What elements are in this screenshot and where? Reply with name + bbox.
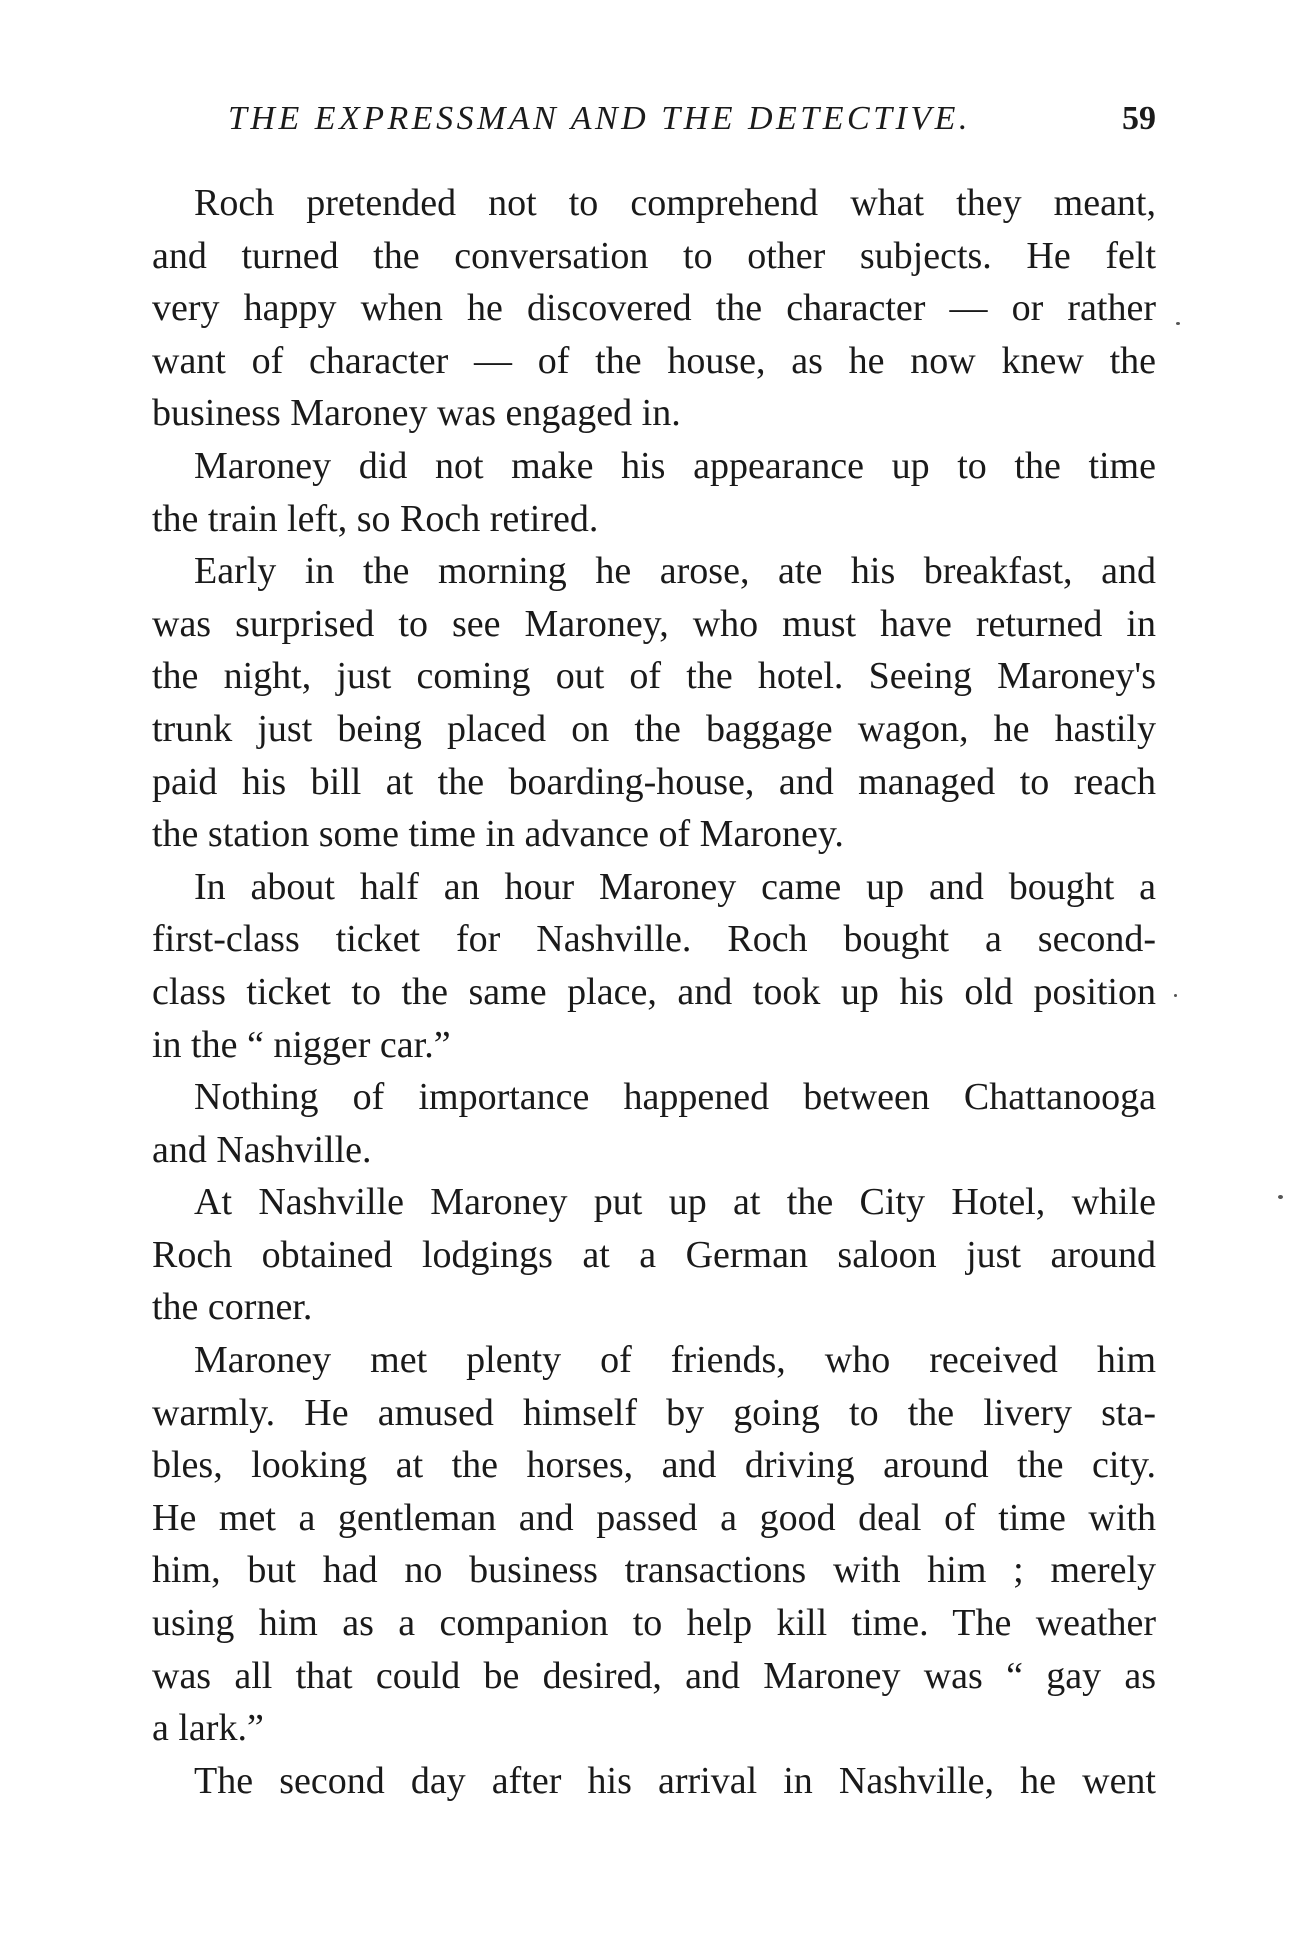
text-line: Maroney met plenty of friends, who received him (194, 1339, 1156, 1382)
text-line: Nothing of importance happened between Chattanooga (194, 1076, 1156, 1119)
text-line: was all that could be desired, and Maroney was “ gay as (152, 1654, 1156, 1697)
text-line: the station some time in advance of Maroney. (152, 813, 844, 856)
text-line: and turned the conversation to other subjects. He felt (152, 234, 1156, 277)
text-line: Maroney did not make his appearance up to the time (194, 444, 1156, 487)
text-line: In about half an hour Maroney came up and bought a (194, 865, 1156, 908)
text-line: trunk just being placed on the baggage wagon, he hastily (152, 707, 1156, 750)
text-line: The second day after his arrival in Nashville, he went (194, 1759, 1156, 1802)
scan-speck (1176, 322, 1180, 325)
paragraph (152, 1334, 1156, 1755)
text-line: him, but had no business transactions with him ; merely (152, 1549, 1156, 1592)
text-line: At Nashville Maroney put up at the City Hotel, while (194, 1181, 1156, 1224)
page-number: 59 (1122, 100, 1156, 137)
text-line: warmly. He amused himself by going to the livery sta- (152, 1391, 1156, 1434)
paragraph (152, 861, 1156, 1071)
text-line: He met a gentleman and passed a good deal of time with (152, 1496, 1156, 1539)
text-line: the train left, so Roch retired. (152, 497, 599, 540)
text-line: want of character — of the house, as he now knew the (152, 339, 1156, 382)
text-line: paid his bill at the boarding-house, and managed to reach (152, 760, 1156, 803)
text-line: business Maroney was engaged in. (152, 392, 681, 435)
paragraph (152, 1176, 1156, 1334)
text-line: the corner. (152, 1286, 313, 1329)
text-line: a lark.” (152, 1707, 264, 1750)
paragraph (152, 1071, 1156, 1176)
text-line: Early in the morning he arose, ate his breakfast, and (194, 550, 1156, 593)
text-line: first-class ticket for Nashville. Roch bought a second- (152, 918, 1156, 961)
paragraph (152, 440, 1156, 545)
text-line: in the “ nigger car.” (152, 1023, 451, 1066)
text-line: using him as a companion to help kill time. The weather (152, 1602, 1156, 1645)
text-line: the night, just coming out of the hotel. Seeing Maroney's (152, 655, 1156, 698)
text-line: Roch pretended not to comprehend what they meant, (194, 182, 1156, 224)
text-line: and Nashville. (152, 1128, 372, 1171)
text-line: bles, looking at the horses, and driving around the city. (152, 1444, 1156, 1487)
paragraph (152, 1755, 1156, 1808)
paragraph (152, 545, 1156, 861)
paragraph (152, 177, 1156, 440)
scan-speck (1174, 994, 1177, 997)
running-header (228, 100, 1156, 150)
scan-speck (1278, 1195, 1283, 1199)
text-line: Roch obtained lodgings at a German saloon just around (152, 1233, 1156, 1276)
text-line: was surprised to see Maroney, who must have returned in (152, 602, 1156, 645)
running-title: THE EXPRESSMAN AND THE DETECTIVE. (228, 100, 971, 137)
body-text (152, 177, 1156, 1807)
text-line: very happy when he discovered the character — or rather (152, 287, 1156, 330)
text-line: class ticket to the same place, and took up his old position (152, 970, 1156, 1013)
